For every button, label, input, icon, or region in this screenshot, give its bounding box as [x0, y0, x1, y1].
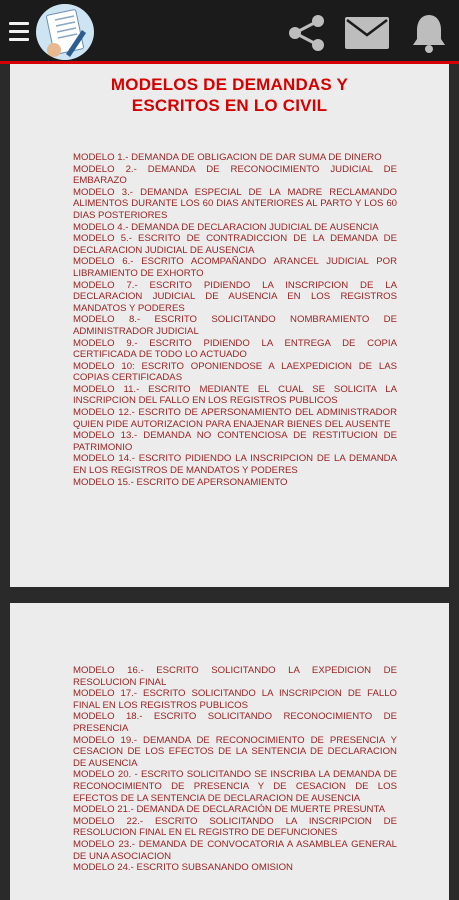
list-item: MODELO 3.- DEMANDA ESPECIAL DE LA MADRE RECLAMANDO ALIMENTOS DURANTE LOS 60 DIAS ANTERIORES AL PARTO Y LOS 60 DIAS POSTERIORES	[73, 186, 397, 221]
list-item: MODELO 20. - ESCRITO SOLICITANDO SE INSCRIBA LA DEMANDA DE RECONOCIMIENTO DE PRESENCIA Y DE CESACION DE LOS EFECTOS DE LA SENTENCIA DE DECLARACION DE AUSENCIA	[73, 769, 397, 804]
bell-icon[interactable]	[410, 12, 448, 54]
list-item: MODELO 23.- DEMANDA DE CONVOCATORIA A ASAMBLEA GENERAL DE UNA ASOCIACION	[73, 838, 397, 862]
list-item: MODELO 4.- DEMANDA DE DECLARACION JUDICIAL DE AUSENCIA	[73, 221, 379, 233]
list-item: MODELO 13.- DEMANDA NO CONTENCIOSA DE RESTITUCION DE PATRIMONIO	[73, 430, 397, 453]
list-item: MODELO 2.- DEMANDA DE RECONOCIMIENTO JUDICIAL DE EMBARAZO	[73, 163, 397, 187]
list-item: MODELO 14.- ESCRITO PIDIENDO LA INSCRIPCION DE LA DEMANDA EN LOS REGISTROS DE MANDATOS Y PODERES	[73, 453, 397, 477]
list-item: MODELO 7.- ESCRITO PIDIENDO LA INSCRIPCION DE LA DECLARACION JUDICIAL DE AUSENCIA EN LOS REGISTROS MANDATOS Y PODERES	[73, 279, 397, 314]
list-item: MODELO 10: ESCRITO OPONIENDOSE A LAEXPEDICION DE LAS COPIAS CERTIFICADAS	[73, 360, 397, 384]
list-item: MODELO 15.- ESCRITO DE APERSONAMIENTO	[73, 476, 288, 488]
document-page	[10, 64, 449, 587]
list-item: MODELO 22.- ESCRITO SOLICITANDO LA INSCRIPCION DE RESOLUCION FINAL EN EL REGISTRO DE DEFUNCIONES	[73, 815, 397, 839]
page-title	[10, 74, 449, 116]
mail-icon[interactable]	[345, 17, 389, 49]
list-item: MODELO 8.- ESCRITO SOLICITANDO NOMBRAMIENTO DE ADMINISTRADOR JUDICIAL	[73, 314, 397, 337]
list-item: MODELO 18.- ESCRITO SOLICITANDO RECONOCIMIENTO DE PRESENCIA	[73, 711, 397, 734]
app-logo	[36, 4, 94, 60]
list-item: MODELO 6.- ESCRITO ACOMPAÑANDO ARANCEL JUDICIAL POR LIBRAMIENTO DE EXHORTO	[73, 256, 397, 279]
menu-icon[interactable]	[9, 22, 29, 42]
list-item: MODELO 11.- ESCRITO MEDIANTE EL CUAL SE SOLICITA LA INSCRIPCION DEL FALLO EN LOS REGISTROS PUBLICOS	[73, 383, 397, 407]
list-item: MODELO 12.- ESCRITO DE APERSONAMIENTO DEL ADMINISTRADOR QUIEN PIDE AUTORIZACION PARA ENAJENAR BIENES DEL AUSENTE	[73, 407, 397, 430]
document-page	[10, 603, 449, 900]
list-item: MODELO 21.- DEMANDA DE DECLARACIÓN DE MUERTE PRESUNTA	[73, 804, 386, 816]
list-item: MODELO 9.- ESCRITO PIDIENDO LA ENTREGA DE COPIA CERTIFICADA DE TODO LO ACTUADO	[73, 337, 397, 361]
list-item: MODELO 16.- ESCRITO SOLICITANDO LA EXPEDICION DE RESOLUCION FINAL	[73, 665, 397, 688]
list-item: MODELO 17.- ESCRITO SOLICITANDO LA INSCRIPCION DE FALLO FINAL EN LOS REGISTROS PUBLICOS	[73, 688, 397, 711]
list-item: MODELO 24.- ESCRITO SUBSANANDO OMISION	[73, 862, 293, 874]
share-icon[interactable]	[285, 13, 329, 53]
list-item: MODELO 1.- DEMANDA DE OBLIGACION DE DAR SUMA DE DINERO	[73, 152, 382, 163]
title-line: ESCRITOS EN LO CIVIL	[131, 96, 328, 115]
list-item: MODELO 5.- ESCRITO DE CONTRADICCION DE LA DEMANDA DE DECLARACION JUDICIAL DE AUSENCIA	[73, 233, 397, 256]
model-list	[73, 152, 397, 488]
app-bar	[0, 0, 459, 64]
model-list	[73, 665, 397, 874]
list-item: MODELO 19.- DEMANDA DE RECONOCIMIENTO DE PRESENCIA Y CESACION DE LOS EFECTOS DE LA SENTENCIA DE DECLARACION DE AUSENCIA	[73, 734, 397, 769]
title-line: MODELOS DE DEMANDAS Y	[110, 75, 349, 94]
document-scroll[interactable]	[0, 64, 459, 900]
